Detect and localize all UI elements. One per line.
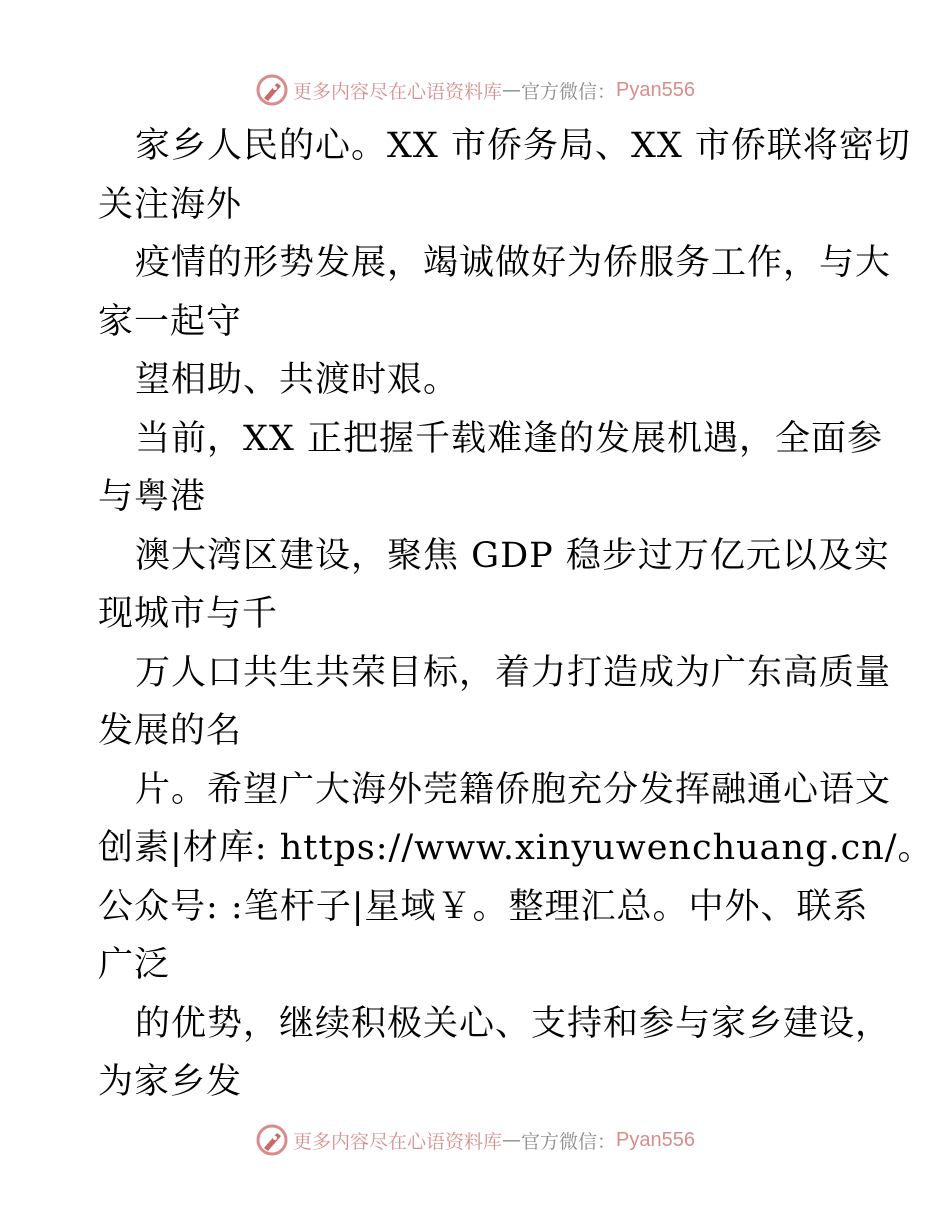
text-line: 疫情的形势发展，竭诚做好为侨服务工作，与大 (135, 243, 892, 283)
watermark-wechat-id: Pyan556 (616, 78, 695, 101)
text-line: 关注海外 (98, 184, 243, 225)
watermark-separator: — (502, 79, 522, 101)
text-line: 片。希望广大海外莞籍侨胞充分发挥融通心语文 (135, 769, 892, 810)
text-line: 为家乡发 (98, 1062, 243, 1102)
pen-nib-circle-icon (255, 1123, 289, 1157)
watermark-wechat-label: 官方微信： (521, 80, 617, 103)
pen-nib-circle-icon (255, 73, 289, 107)
text-line: 发展的名 (98, 711, 243, 751)
text-line: 万人口共生共荣目标，着力打造成为广东高质量 (135, 652, 892, 693)
document-body (98, 117, 934, 1112)
text-line: 澳大湾区建设，聚焦 GDP 稳步过万亿元以及实 (135, 535, 890, 576)
text-line: 家一起守 (98, 301, 243, 342)
watermark-text: 更多内容尽在心语资料库 (293, 80, 503, 103)
header-watermark (0, 70, 950, 110)
watermark-wechat-label: 官方微信： (521, 1130, 617, 1153)
watermark-separator: — (502, 1129, 522, 1151)
text-line: 公众号: :笔杆子|星域￥。整理汇总。中外、联系 (98, 886, 869, 927)
watermark-text: 更多内容尽在心语资料库 (293, 1130, 503, 1153)
footer-watermark (0, 1120, 950, 1160)
text-line: 与粤港 (98, 477, 207, 517)
text-line: 现城市与千 (98, 594, 279, 634)
text-line: 家乡人民的心。XX 市侨务局、XX 市侨联将密切 (135, 126, 911, 166)
watermark-wechat-id: Pyan556 (616, 1128, 695, 1151)
text-line: 的优势，继续积极关心、支持和参与家乡建设， (135, 1003, 892, 1044)
text-line: 广泛 (98, 945, 171, 985)
text-line: 创素|材库: https://www.xinyuwenchuang.cn/。 (98, 828, 934, 868)
text-line: 当前，XX 正把握千载难逢的发展机遇，全面参 (135, 418, 883, 459)
text-line: 望相助、共渡时艰。 (135, 360, 460, 400)
